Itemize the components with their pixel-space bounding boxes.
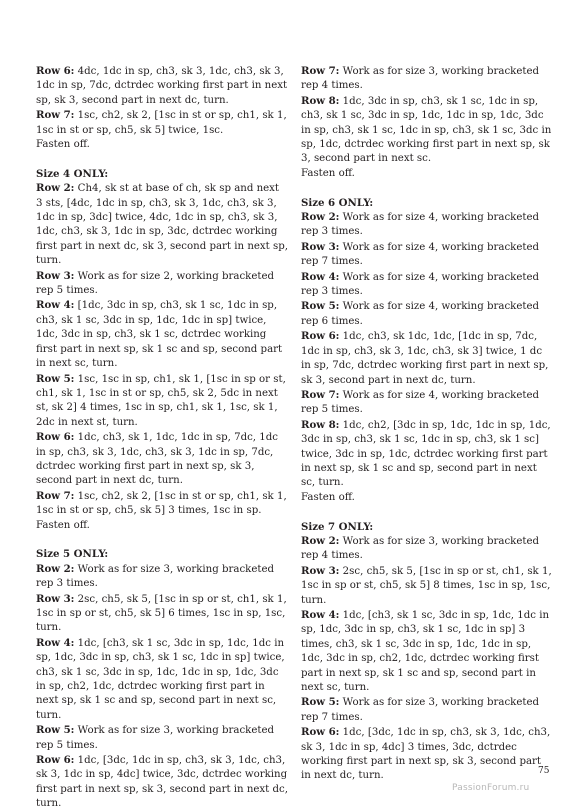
row-label: Row 8: (301, 418, 340, 431)
row-instruction (36, 636, 288, 723)
paragraph-gap (36, 152, 288, 166)
row-label: Row 6: (36, 65, 75, 77)
row-instruction (36, 562, 288, 592)
row-label: Row 4: (36, 636, 75, 649)
row-text: Work as for size 3, working bracketed rep 3 times. (36, 563, 274, 590)
row-label: Row 2: (36, 562, 75, 575)
section-heading: Size 7 ONLY: (301, 520, 374, 533)
row-label: Row 7: (36, 489, 75, 502)
paragraph-gap (36, 533, 288, 547)
row-label: Row 3: (36, 592, 75, 605)
row-instruction (301, 608, 553, 695)
row-text: Work as for size 4, working bracketed rep 3 times. (301, 212, 539, 238)
instruction-note (36, 138, 288, 152)
row-instruction (36, 753, 288, 812)
row-text: 1dc, [ch3, sk 1 sc, 3dc in sp, 1dc, 1dc in sp, 1dc, 3dc in sp, ch3, sk 1 sc, 1dc in sp] twice, ch3, sk 1 sc, 3dc in sp, 1dc, 1dc in sp, 1dc, 3dc in sp, ch2, 1dc, dctrdec working first part in next sp, sk 1 sc and sp, second part in next sc, turn. (36, 637, 285, 721)
row-text: Work as for size 3, working bracketed rep 4 times. (301, 535, 539, 562)
row-label: Row 5: (36, 724, 75, 737)
row-instruction (301, 388, 553, 418)
row-text: Fasten off. (36, 139, 90, 151)
row-text: 1dc, 3dc in sp, ch3, sk 1 sc, 1dc in sp, ch3, sk 1 sc, 3dc in sp, 1dc, 1dc in sp, 1dc, 3dc in sp, ch3, sk 1 sc, 1dc in sp, ch3, sk 1 sc, 3dc in sp, 1dc, dctrdec working first part in next sp, sk 3, second part in next sc. (301, 95, 552, 165)
row-label: Row 6: (301, 726, 340, 739)
row-label: Row 3: (301, 240, 340, 253)
row-text: 1dc, ch2, [3dc in sp, 1dc, 1dc in sp, 1dc, 3dc in sp, ch3, sk 1 sc, 1dc in sp, ch3, sk 1 sc] twice, 3dc in sp, 1dc, dctrdec working first part in next sp, sk 1 sc and sp, second part in next sc, turn. (301, 419, 551, 489)
row-text: Fasten off. (301, 491, 355, 503)
row-instruction (36, 269, 288, 299)
paragraph-gap (301, 505, 553, 519)
row-instruction (36, 64, 288, 108)
row-text: Work as for size 3, working bracketed rep 5 times. (36, 725, 274, 751)
row-instruction (301, 270, 553, 300)
row-text: 2sc, ch5, sk 5, [1sc in sp or st, ch1, sk 1, 1sc in sp or st, ch5, sk 5] 8 times, 1sc in sp, 1sc, turn. (301, 565, 552, 606)
row-label: Row 3: (301, 564, 340, 577)
row-instruction (301, 418, 553, 491)
section-heading: Size 6 ONLY: (301, 196, 374, 209)
instruction-note (301, 167, 553, 181)
row-label: Row 4: (36, 299, 75, 312)
row-instruction (301, 329, 553, 388)
row-text: 1dc, ch3, sk 1dc, 1dc, [1dc in sp, 7dc, 1dc in sp, ch3, sk 3, 1dc, ch3, sk 3] twice, 1 dc in sp, 7dc, dctrdec working first part in next sp, sk 3, second part in next dc, turn. (301, 331, 549, 386)
row-label: Row 6: (36, 431, 75, 444)
section-heading: Size 5 ONLY: (36, 548, 109, 561)
row-text: 1sc, 1sc in sp, ch1, sk 1, [1sc in sp or st, ch1, sk 1, 1sc in st or sp, ch5, sk 2, 5dc in next st, sk 2] 4 times, 1sc in sp, ch1, sk 1, 1sc, sk 1, 2dc in next st, turn. (36, 373, 286, 428)
row-instruction (36, 108, 288, 138)
row-instruction (301, 564, 553, 608)
row-text: Work as for size 4, working bracketed rep 6 times. (301, 301, 539, 327)
row-text: Work as for size 4, working bracketed rep 5 times. (301, 389, 539, 416)
row-instruction (36, 723, 288, 753)
row-label: Row 7: (36, 109, 75, 122)
row-instruction (36, 489, 288, 519)
row-instruction (301, 210, 553, 240)
row-text: Work as for size 4, working bracketed rep 3 times. (301, 271, 539, 298)
section-heading: Size 4 ONLY: (36, 167, 109, 180)
left-column (36, 64, 288, 812)
paragraph-gap (301, 181, 553, 195)
row-label: Row 6: (36, 754, 75, 767)
row-text: Ch4, sk st at base of ch, sk sp and next 3 sts, [4dc, 1dc in sp, ch3, sk 3, 1dc, ch3, sk 3, 1dc in sp, 3dc] twice, 4dc, 1dc in sp, ch3, sk 3, 1dc, ch3, sk 3, 1dc in sp, 3dc, dctrdec working first part in next dc, sk 3, second part in next sp, turn. (36, 183, 288, 267)
row-text: Fasten off. (301, 167, 355, 179)
row-label: Row 2: (301, 211, 340, 224)
row-label: Row 3: (36, 269, 75, 282)
row-text: 1dc, [ch3, sk 1 sc, 3dc in sp, 1dc, 1dc in sp, 1dc, 3dc in sp, ch3, sk 1 sc, 1dc in sp] 3 times, ch3, sk 1 sc, 3dc in sp, 1dc, 1dc in sp, 1dc, 3dc in sp, ch2, 1dc, dctrdec working first part in next sp, sk 1 sc and sp, second part in next sc, turn. (301, 610, 550, 694)
row-instruction (36, 181, 288, 268)
row-text: 2sc, ch5, sk 5, [1sc in sp or st, ch1, sk 1, 1sc in sp or st, ch5, sk 5] 6 times, 1sc in sp, 1sc, turn. (36, 593, 287, 634)
row-label: Row 2: (36, 182, 75, 195)
instruction-note (36, 519, 288, 533)
row-instruction (301, 725, 553, 784)
row-label: Row 7: (301, 65, 340, 77)
row-label: Row 7: (301, 388, 340, 401)
row-instruction (36, 372, 288, 431)
row-label: Row 5: (301, 696, 340, 709)
row-label: Row 4: (301, 270, 340, 283)
row-instruction (301, 299, 553, 329)
page-number: 75 (538, 766, 550, 776)
row-label: Row 2: (301, 534, 340, 547)
row-text: Work as for size 3, working bracketed rep 4 times. (301, 66, 539, 92)
row-text: Fasten off. (36, 519, 90, 531)
row-text: 1dc, ch3, sk 1, 1dc, 1dc in sp, 7dc, 1dc in sp, ch3, sk 3, 1dc, ch3, sk 3, 1dc in sp, 7dc, dctrdec working first part in next sp, sk 3, second part in next dc, turn. (36, 432, 278, 487)
instruction-note (301, 491, 553, 505)
row-instruction (36, 298, 288, 371)
row-label: Row 5: (301, 300, 340, 313)
row-instruction (301, 94, 553, 167)
row-instruction (36, 592, 288, 636)
watermark: PassionForum.ru (452, 783, 530, 793)
row-label: Row 5: (36, 372, 75, 385)
row-text: 1dc, [3dc, 1dc in sp, ch3, sk 3, 1dc, ch3, sk 3, 1dc in sp, 4dc] twice, 3dc, dctrdec working first part in next sp, sk 3, second part in next dc, turn. (36, 755, 288, 810)
row-instruction (301, 695, 553, 725)
row-text: 1sc, ch2, sk 2, [1sc in st or sp, ch1, sk 1, 1sc in st or sp, ch5, sk 5] 3 times, 1sc in sp. (36, 490, 287, 517)
row-instruction (301, 534, 553, 564)
row-text: 1sc, ch2, sk 2, [1sc in st or sp, ch1, sk 1, 1sc in st or sp, ch5, sk 5] twice, 1sc. (36, 110, 287, 136)
row-label: Row 6: (301, 330, 340, 343)
row-text: [1dc, 3dc in sp, ch3, sk 1 sc, 1dc in sp, ch3, sk 1 sc, 3dc in sp, 1dc, 1dc in sp] twice, 1dc, 3dc in sp, ch3, sk 1 sc, dctrdec working first part in next sp, sk 1 sc and sp, second part in next sc, turn. (36, 300, 283, 370)
row-instruction (301, 240, 553, 270)
row-label: Row 4: (301, 609, 340, 621)
row-text: 1dc, [3dc, 1dc in sp, ch3, sk 3, 1dc, ch3, sk 3, 1dc in sp, 4dc] 3 times, 3dc, dctrdec working first part in next sp, sk 3, second part in next dc, turn. (301, 727, 551, 782)
row-text: Work as for size 2, working bracketed rep 5 times. (36, 270, 274, 297)
right-column (301, 64, 553, 784)
row-instruction (301, 64, 553, 94)
row-text: Work as for size 4, working bracketed rep 7 times. (301, 241, 539, 268)
row-text: Work as for size 3, working bracketed rep 7 times. (301, 697, 539, 723)
row-text: 4dc, 1dc in sp, ch3, sk 3, 1dc, ch3, sk 3, 1dc in sp, 7dc, dctrdec working first part in next sp, sk 3, second part in next dc, turn. (36, 66, 288, 106)
row-label: Row 8: (301, 94, 340, 107)
row-instruction (36, 430, 288, 489)
